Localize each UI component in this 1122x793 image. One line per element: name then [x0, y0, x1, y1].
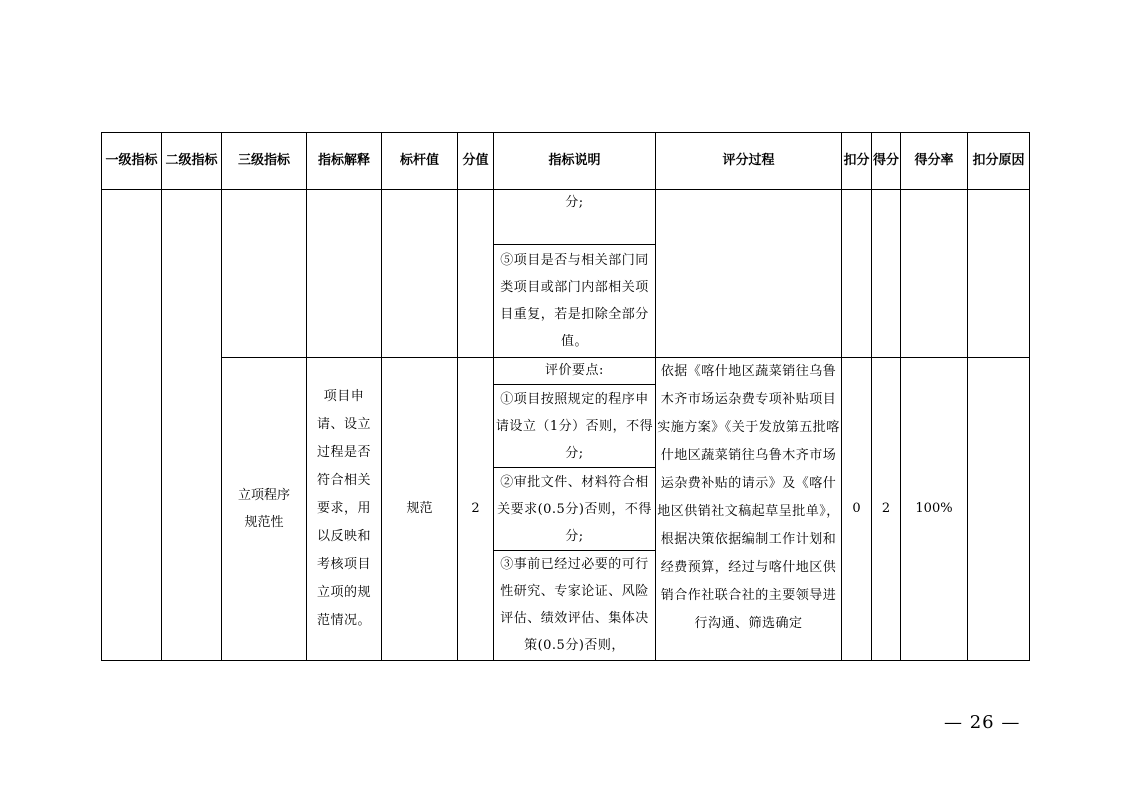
cell-desc-item5: ⑤项目是否与相关部门同类项目或部门内部相关项目重复，若是扣除全部分值。 [494, 245, 656, 358]
cell-explanation-prev [307, 190, 382, 358]
cell-level3: 立项程序规范性 [222, 358, 307, 661]
cell-deduction-prev [842, 190, 872, 358]
cell-reason-prev [968, 190, 1030, 358]
cell-desc-heading: 评价要点: [494, 358, 656, 385]
cell-benchmark: 规范 [382, 358, 458, 661]
cell-desc-tail: 分; [494, 190, 656, 245]
header-level2: 二级指标 [162, 133, 222, 190]
cell-rate-prev [901, 190, 968, 358]
page-number: — 26 — [944, 712, 1021, 733]
header-description: 指标说明 [494, 133, 656, 190]
cell-process-prev [656, 190, 842, 358]
cell-rate: 100% [901, 358, 968, 661]
cell-desc-item1: ①项目按照规定的程序申请设立（1分）否则，不得分; [494, 385, 656, 468]
header-level1: 一级指标 [102, 133, 162, 190]
cell-process: 依据《喀什地区蔬菜销往乌鲁木齐市场运杂费专项补贴项目实施方案》《关于发放第五批喀什地区蔬菜销往乌鲁木齐市场运杂费补贴的请示》及《喀什地区供销社文稿起草呈批单》，根据决策依据编制工作计划和经费预算，经过与喀什地区供销合作社联合社的主要领导进行沟通、筛选确定 [656, 358, 842, 661]
header-reason: 扣分原因 [968, 133, 1030, 190]
header-score: 分值 [458, 133, 494, 190]
header-obtained: 得分 [872, 133, 901, 190]
cell-benchmark-prev [382, 190, 458, 358]
cell-level1 [102, 190, 162, 661]
cell-reason [968, 358, 1030, 661]
cell-desc-item3: ③事前已经过必要的可行性研究、专家论证、风险评估、绩效评估、集体决策(0.5分)否则， [494, 551, 656, 661]
header-rate: 得分率 [901, 133, 968, 190]
cell-explanation: 项目申请、设立过程是否符合相关要求，用以反映和考核项目立项的规范情况。 [307, 358, 382, 661]
cell-obtained: 2 [872, 358, 901, 661]
table-row [102, 358, 1030, 385]
evaluation-table [101, 132, 1030, 661]
cell-score-prev [458, 190, 494, 358]
table-row [102, 190, 1030, 245]
header-benchmark: 标杆值 [382, 133, 458, 190]
header-explanation: 指标解释 [307, 133, 382, 190]
table-header-row [102, 133, 1030, 190]
cell-score: 2 [458, 358, 494, 661]
header-deduction: 扣分 [842, 133, 872, 190]
cell-obtained-prev [872, 190, 901, 358]
cell-level3-prev [222, 190, 307, 358]
cell-deduction: 0 [842, 358, 872, 661]
cell-desc-item2: ②审批文件、材料符合相关要求(0.5分)否则，不得分; [494, 468, 656, 551]
header-process: 评分过程 [656, 133, 842, 190]
header-level3: 三级指标 [222, 133, 307, 190]
cell-level2 [162, 190, 222, 661]
